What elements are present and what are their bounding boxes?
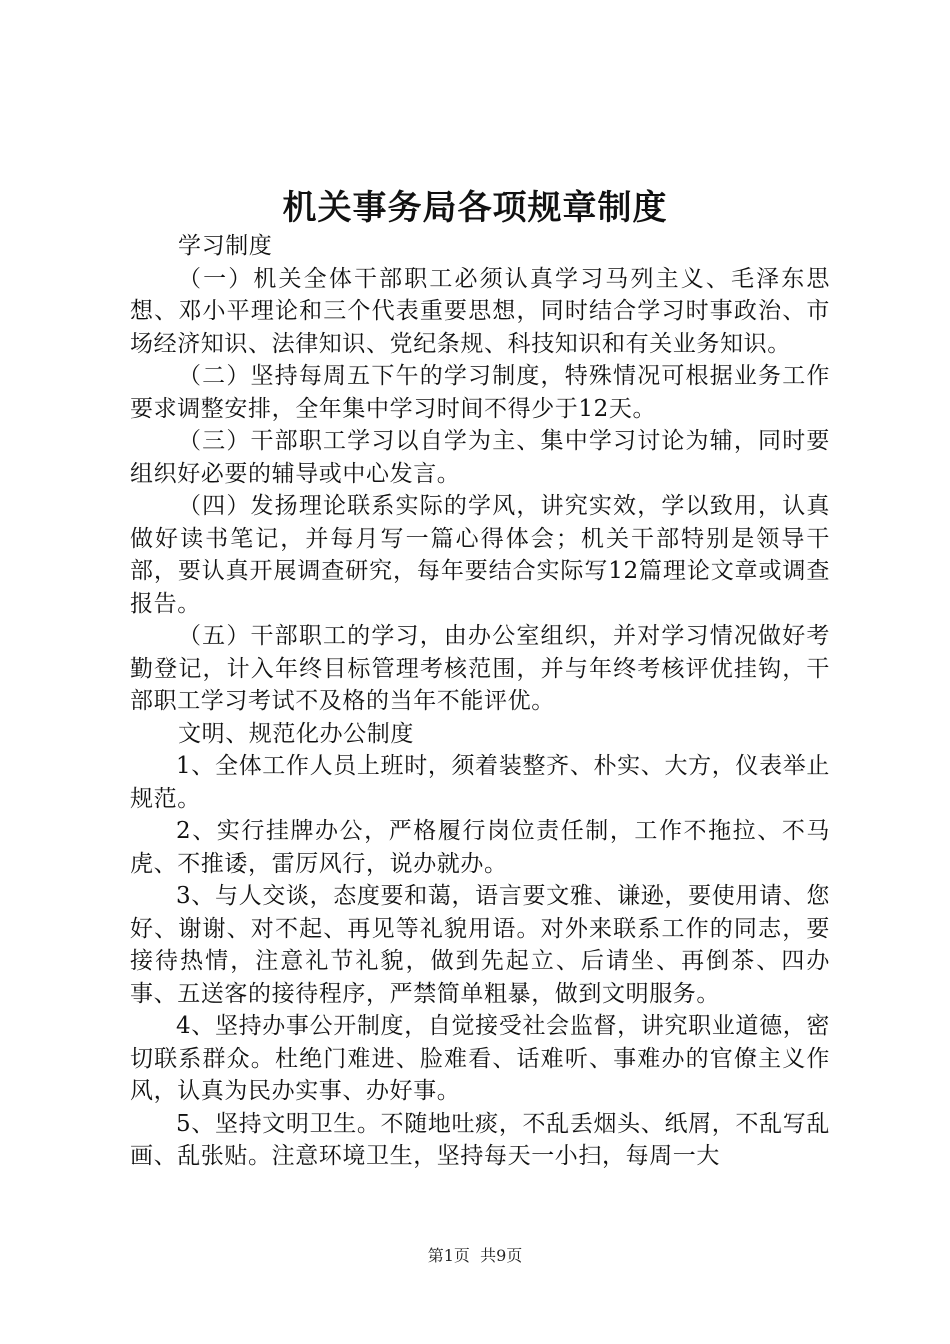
paragraph: 2、实行挂牌办公，严格履行岗位责任制，工作不拖拉、不马虎、不推诿，雷厉风行，说办就办。	[130, 818, 830, 877]
page-total: 共9页	[480, 1246, 523, 1265]
document-title: 机关事务局各项规章制度	[282, 188, 668, 228]
paragraph: （五）干部职工的学习，由办公室组织，并对学习情况做好考勤登记，计入年终目标管理考核范围，并与年终考核评优挂钩，干部职工学习考试不及格的当年不能评优。	[130, 623, 830, 714]
paragraph: （三）干部职工学习以自学为主、集中学习讨论为辅，同时要组织好必要的辅导或中心发言。	[130, 428, 830, 487]
paragraph: （四）发扬理论联系实际的学风，讲究实效，学以致用，认真做好读书笔记，并每月写一篇心得体会；机关干部特别是领导干部，要认真开展调查研究，每年要结合实际写12篇理论文章或调查报告。	[130, 493, 830, 617]
section-heading: 学习制度	[178, 233, 273, 259]
page-number: 第1页	[427, 1246, 470, 1265]
paragraph: 1、全体工作人员上班时，须着装整齐、朴实、大方，仪表举止规范。	[130, 753, 830, 812]
paragraph: （二）坚持每周五下午的学习制度，特殊情况可根据业务工作要求调整安排，全年集中学习时间不得少于12天。	[130, 363, 830, 422]
section-heading: 文明、规范化办公制度	[178, 720, 414, 747]
paragraph: 4、坚持办事公开制度，自觉接受社会监督，讲究职业道德，密切联系群众。杜绝门难进、脸难看、话难听、事难办的官僚主义作风，认真为民办实事、办好事。	[130, 1013, 830, 1104]
paragraph: （一）机关全体干部职工必须认真学习马列主义、毛泽东思想、邓小平理论和三个代表重要思想，同时结合学习时事政治、市场经济知识、法律知识、党纪条规、科技知识和有关业务知识。	[130, 265, 830, 357]
document-body	[130, 230, 830, 1173]
paragraph: 3、与人交谈，态度要和蔼，语言要文雅、谦逊，要使用请、您好、谢谢、对不起、再见等礼貌用语。对外来联系工作的同志，要接待热情，注意礼节礼貌，做到先起立、后请坐、再倒茶、四办事、五送客的接待程序，严禁简单粗暴，做到文明服务。	[130, 883, 830, 1007]
paragraph: 5、坚持文明卫生。不随地吐痰，不乱丢烟头、纸屑，不乱写乱画、乱张贴。注意环境卫生，坚持每天一小扫，每周一大	[130, 1110, 830, 1169]
page-footer	[0, 1244, 950, 1268]
